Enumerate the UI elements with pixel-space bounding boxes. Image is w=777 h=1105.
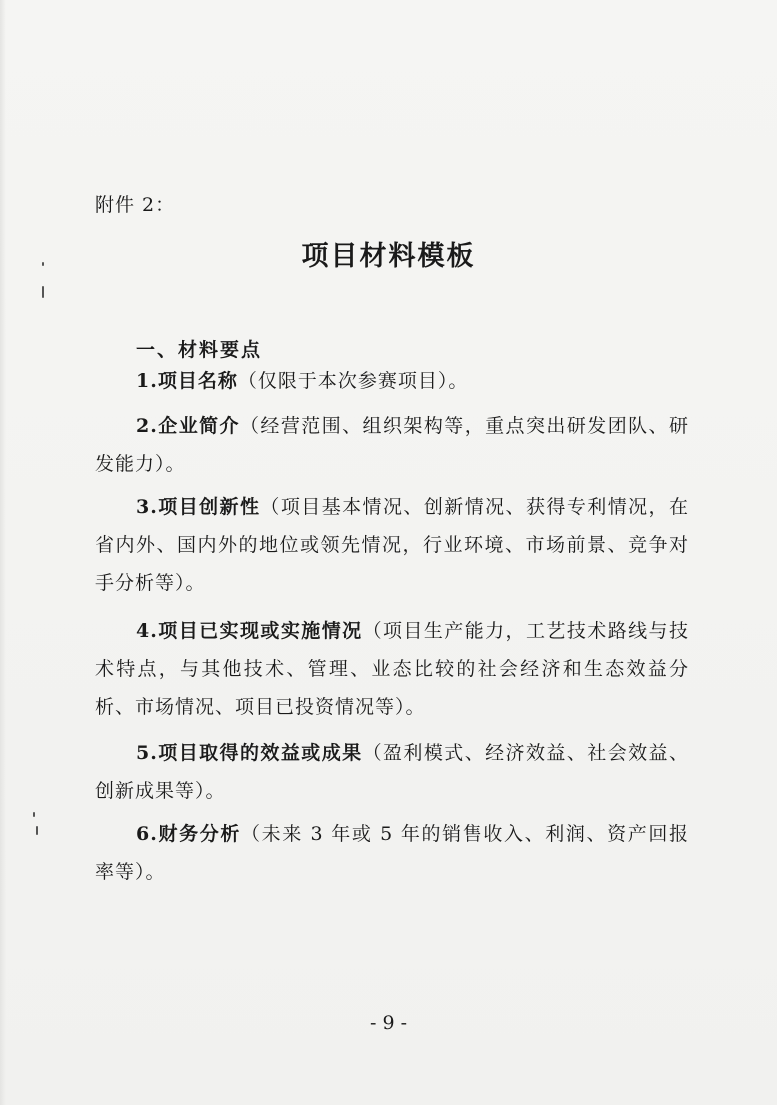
material-item-6 xyxy=(95,815,689,891)
item-detail: （未来 3 年或 5 年的销售收入、利润、资产回报率等）。 xyxy=(95,823,689,883)
document-title: 项目材料模板 xyxy=(301,241,476,272)
scan-edge-shadow xyxy=(0,0,6,1105)
material-item-3 xyxy=(95,488,689,602)
item-heading: 3.项目创新性 xyxy=(136,496,261,518)
item-detail: （盈利模式、经济效益、社会效益、创新成果等）。 xyxy=(95,742,689,802)
material-item-2 xyxy=(95,407,689,483)
attachment-label: 附件 2： xyxy=(95,194,176,216)
item-detail: （经营范围、组织架构等，重点突出研发团队、研发能力）。 xyxy=(95,415,689,475)
item-detail: （仅限于本次参赛项目）。 xyxy=(237,370,469,392)
material-item-1 xyxy=(95,362,689,400)
item-detail: （项目生产能力，工艺技术路线与技术特点，与其他技术、管理、业态比较的社会经济和生态效益分析、市场情况、项目已投资情况等）。 xyxy=(95,620,689,718)
page-number: - 9 - xyxy=(369,1012,407,1034)
material-item-5 xyxy=(95,734,689,810)
item-heading: 5.项目取得的效益或成果 xyxy=(136,742,363,764)
scan-speck xyxy=(42,286,44,298)
item-heading: 2.企业简介 xyxy=(136,415,240,437)
scan-speck xyxy=(36,826,38,835)
section-heading: 一、材料要点 xyxy=(136,339,263,361)
item-heading: 4.项目已实现或实施情况 xyxy=(136,620,363,642)
item-heading: 6.财务分析 xyxy=(136,823,241,845)
material-item-4 xyxy=(95,612,689,726)
item-detail: （项目基本情况、创新情况、获得专利情况，在省内外、国内外的地位或领先情况，行业环境、市场前景、竞争对手分析等）。 xyxy=(95,496,689,594)
scan-speck xyxy=(33,812,35,817)
item-heading: 1.项目名称 xyxy=(136,370,238,392)
